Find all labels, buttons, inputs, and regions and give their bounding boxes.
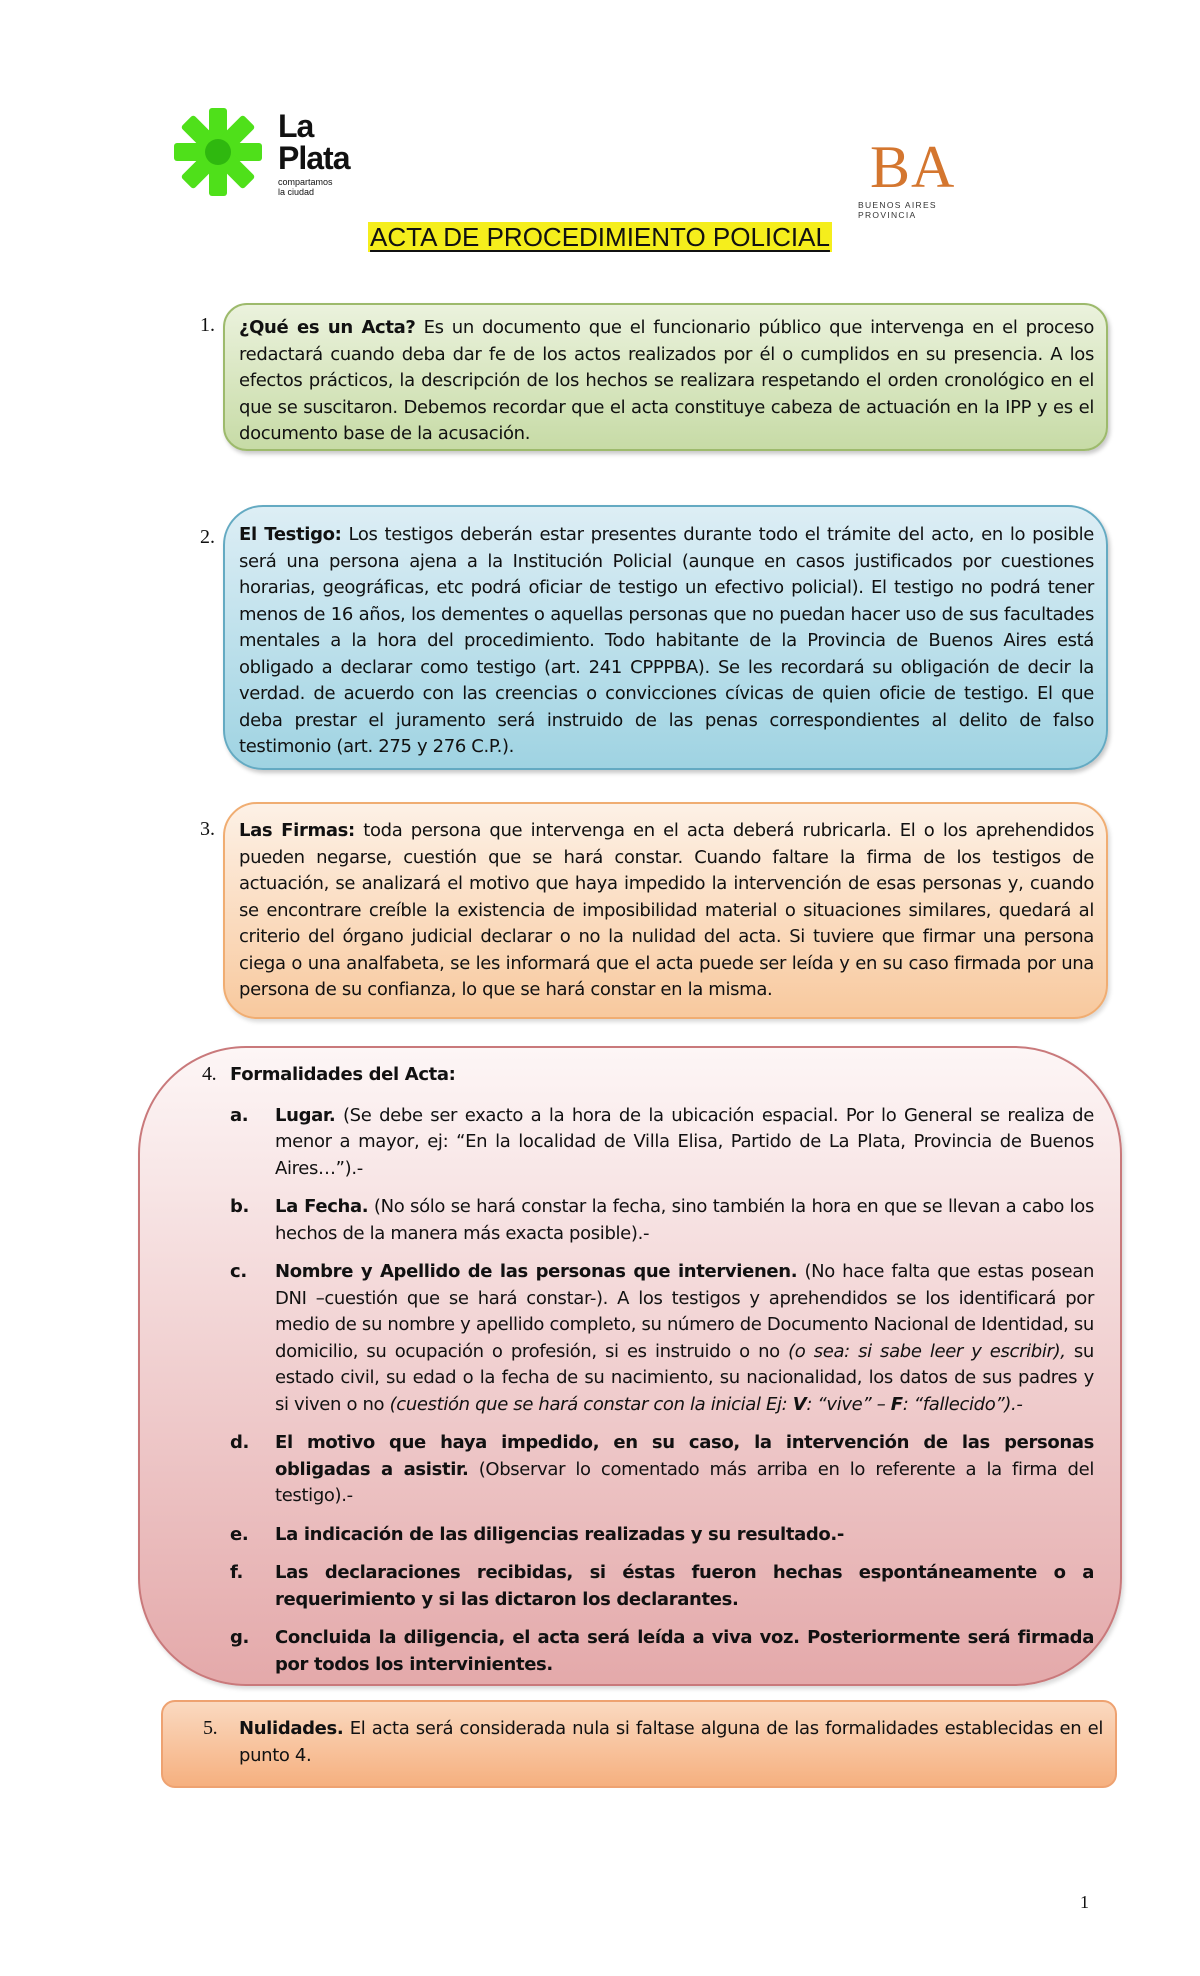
la-plata-wordmark: [278, 110, 349, 197]
ba-letters: BA: [870, 134, 956, 200]
section-3-text: toda persona que intervenga en el acta deberá rubricarla. El o los aprehendidos pueden negarse, cuestión que se hará constar. Cuando faltare la firma de los testigos de actuación, se analizará el motivo que haya impedido la intervención de esas personas y, cuando se encontrare creíble la existencia de imposibilidad material o situaciones similares, quedará al criterio del órgano judicial declarar o no la nulidad del acta. Si tuviere que firmar una persona ciega o una analfabeta, se les informará que el acta puede ser leída y en su caso firmada por una persona de su confianza, lo que se hará constar en la misma.: [239, 820, 1095, 1000]
item-c-f: F: [890, 1393, 903, 1415]
document-title: [0, 222, 1200, 253]
item-c-italic2: (cuestión que se hará constar con la inicial Ej:: [389, 1393, 793, 1415]
item-b-text: (No sólo se hará constar la fecha, sino también la hora en que se llevan a cabo los hechos de la manera más exacta posible).-: [275, 1196, 1094, 1244]
formalidad-item-a: [230, 1103, 1094, 1183]
formalidad-item-g: [230, 1625, 1094, 1678]
item-a-letter: a.: [230, 1104, 249, 1126]
la-plata-flower-icon: [170, 106, 266, 198]
section-2-number: 2.: [200, 526, 215, 548]
la-plata-logo: [170, 106, 350, 198]
section-5-text: El acta será considerada nula si faltase alguna de las formalidades establecidas en el punto 4.: [239, 1718, 1103, 1766]
section-4-number: 4.: [202, 1063, 217, 1085]
formalidad-item-e: [230, 1522, 1094, 1549]
formalidad-item-b: [230, 1194, 1094, 1247]
la-plata-tagline-2: la ciudad: [278, 187, 315, 197]
item-c-italic4: : “fallecido”).-: [902, 1393, 1023, 1415]
item-d-bold: El motivo que haya impedido, en su caso, la intervención de las personas obligadas a asistir.: [275, 1432, 1094, 1480]
la-plata-line2: Plata: [278, 140, 350, 176]
item-b-bold: La Fecha.: [275, 1196, 369, 1217]
page-number: 1: [1080, 1892, 1089, 1912]
item-e-letter: e.: [230, 1523, 249, 1545]
item-c-v: V: [792, 1393, 807, 1415]
item-d-letter: d.: [230, 1432, 250, 1453]
section-2-box: [223, 505, 1108, 770]
item-e-bold: La indicación de las diligencias realizadas y su resultado.-: [275, 1523, 845, 1545]
section-5-number: 5.: [203, 1717, 218, 1739]
section-4-heading: Formalidades del Acta:: [230, 1064, 456, 1085]
section-5-heading: Nulidades.: [239, 1718, 344, 1739]
section-3-box: [223, 802, 1108, 1019]
section-1-heading: ¿Qué es un Acta?: [239, 317, 416, 338]
formalidad-item-d: [230, 1430, 1094, 1510]
section-2-text: Los testigos deberán estar presentes durante todo el trámite del acto, en lo posible será una persona ajena a la Institución Policial (aunque en casos justificados por cuestiones horarias, geográficas, etc podrá oficiar de testigo un efectivo policial). El testigo no podrá tener menos de 16 años, los dementes o aquellas personas que no puedan hacer uso de sus facultades mentales a la hora del procedimiento. Todo habitante de la Provincia de Buenos Aires está obligado a declarar como testigo (art. 241 CPPPBA). Se les recordará su obligación de decir la verdad. de acuerdo con las creencias o convicciones cívicas de quien oficie de testigo. El que deba prestar el juramento será instruido de las penas correspondientes al delito de falso testimonio (art. 275 y 276 C.P.).: [239, 524, 1095, 757]
la-plata-tagline-1: compartamos: [278, 177, 333, 187]
section-2-heading: El Testigo:: [239, 524, 342, 545]
item-c-italic1: (o sea: si sabe leer y escribir),: [788, 1340, 1066, 1362]
item-c-bold: Nombre y Apellido de las personas que intervienen.: [275, 1261, 798, 1282]
section-1-text: Es un documento que el funcionario público que intervenga en el proceso redactará cuando deba dar fe de los actos realizados por él o cumplidos en su presencia. A los efectos prácticos, la descripción de los hechos se realizara respetando el orden cronológico en el que se suscitaron. Debemos recordar que el acta constituye cabeza de actuación en la IPP y es el documento base de la acusación.: [239, 317, 1094, 444]
item-b-letter: b.: [230, 1196, 250, 1217]
item-f-letter: f.: [230, 1562, 243, 1583]
formalidades-list: [230, 1103, 1094, 1679]
item-g-letter: g.: [230, 1627, 250, 1648]
item-f-bold: Las declaraciones recibidas, si éstas fueron hechas espontáneamente o a requerimiento y si las dictaron los declarantes.: [275, 1562, 1094, 1610]
document-title-text: ACTA DE PROCEDIMIENTO POLICIAL: [370, 222, 830, 252]
section-5-box: [161, 1700, 1117, 1788]
formalidad-item-c: [230, 1259, 1094, 1418]
section-4-box: [138, 1046, 1122, 1686]
item-g-bold: Concluida la diligencia, el acta será leída a viva voz. Posteriormente será firmada por todos los intervinientes.: [275, 1627, 1094, 1675]
item-a-bold: Lugar.: [275, 1104, 336, 1126]
section-1-box: [223, 303, 1108, 451]
item-c-letter: c.: [230, 1261, 247, 1282]
item-c-italic3: : “vive” –: [806, 1393, 891, 1415]
section-3-number: 3.: [200, 818, 215, 840]
section-3-heading: Las Firmas:: [239, 820, 355, 841]
item-c-text1: (No hace falta que estas posean DNI –cuestión que se hará constar-). A los testigos y aprehendidos se los identificará por medio de su nombre y apellido completo, su número de Documento Nacional de Identidad, su domicilio, su ocupación o profesión, si es instruido o no: [275, 1261, 1094, 1362]
ba-subtitle: BUENOS AIRES PROVINCIA: [858, 200, 937, 220]
la-plata-line1: La: [278, 108, 314, 144]
item-c-text2: su estado civil, su edad o la fecha de su nacimiento, su nacionalidad, los datos de sus padres y si viven o no: [275, 1340, 1094, 1415]
item-d-text: (Observar lo comentado más arriba en lo referente a la firma del testigo).-: [275, 1458, 1094, 1506]
section-1-number: 1.: [200, 314, 215, 336]
ba-provincia-logo: [858, 134, 988, 222]
item-a-text: (Se debe ser exacto a la hora de la ubicación espacial. Por lo General se realiza de menor a mayor, ej: “En la localidad de Villa Elisa, Partido de La Plata, Provincia de Buenos Aires…”).-: [275, 1104, 1094, 1179]
formalidad-item-f: [230, 1560, 1094, 1613]
